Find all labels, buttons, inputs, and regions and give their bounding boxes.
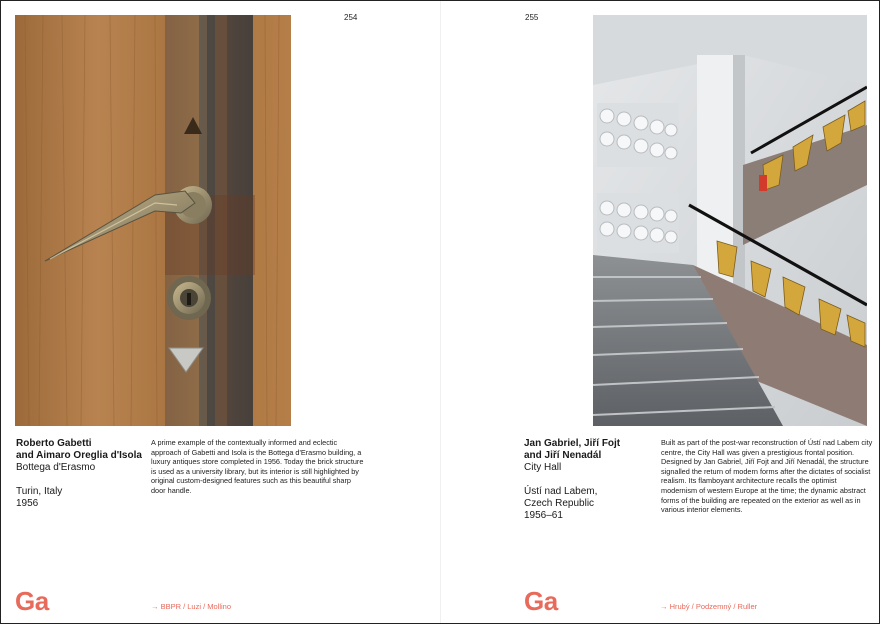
cross-reference-link[interactable]: → Hrubý / Podzemný / Ruller bbox=[660, 602, 758, 611]
page-number: 255 bbox=[525, 13, 539, 22]
caption bbox=[16, 438, 146, 510]
door-handle-photo bbox=[15, 15, 291, 426]
left-page bbox=[1, 1, 440, 623]
architect-names: Roberto Gabetti and Aimaro Oreglia d'Isola bbox=[16, 438, 142, 461]
door-handle-image bbox=[15, 15, 291, 426]
cross-reference-link[interactable]: → BBPR / Luzi / Mollino bbox=[151, 602, 232, 611]
architect-names: Jan Gabriel, Jiří Fojt and Jiří Nenadál bbox=[524, 438, 621, 461]
building-title: Bottega d'Erasmo bbox=[16, 462, 96, 473]
caption bbox=[524, 438, 654, 522]
page-number: 254 bbox=[344, 13, 358, 22]
staircase-photo bbox=[593, 15, 867, 426]
location-year: Turin, Italy 1956 bbox=[16, 486, 63, 509]
description-text: Built as part of the post-war reconstruction of Ústí nad Labem city centre, the City Hall was given a prestigious frontal position. Designed by Jan Gabriel, Jiří Fojt and Jiří Nenadál, the structure signalled the return of modern forms after the dictates of socialist realism. Its flamboyant architecture recalls the optimist modernism of western Europe at the time; the dynamic abstract forms of the building are repeated on the exterior as well as in various interior elements. bbox=[661, 438, 873, 515]
section-mark: Ga bbox=[524, 586, 558, 616]
right-page bbox=[441, 1, 880, 623]
location-year: Ústí nad Labem, Czech Republic 1956–61 bbox=[524, 486, 598, 521]
description-text: A prime example of the contextually informed and eclectic approach of Gabetti and Isola is the Bottega d'Erasmo building, a luxury antiques store completed in 1956. Today the brick structure is used as a university library, but its interior is still highlighted by original custom-designed features such as this beautiful sharp door handle. bbox=[151, 438, 364, 495]
section-mark: Ga bbox=[15, 586, 49, 616]
staircase-image bbox=[593, 15, 867, 426]
building-title: City Hall bbox=[524, 462, 562, 473]
